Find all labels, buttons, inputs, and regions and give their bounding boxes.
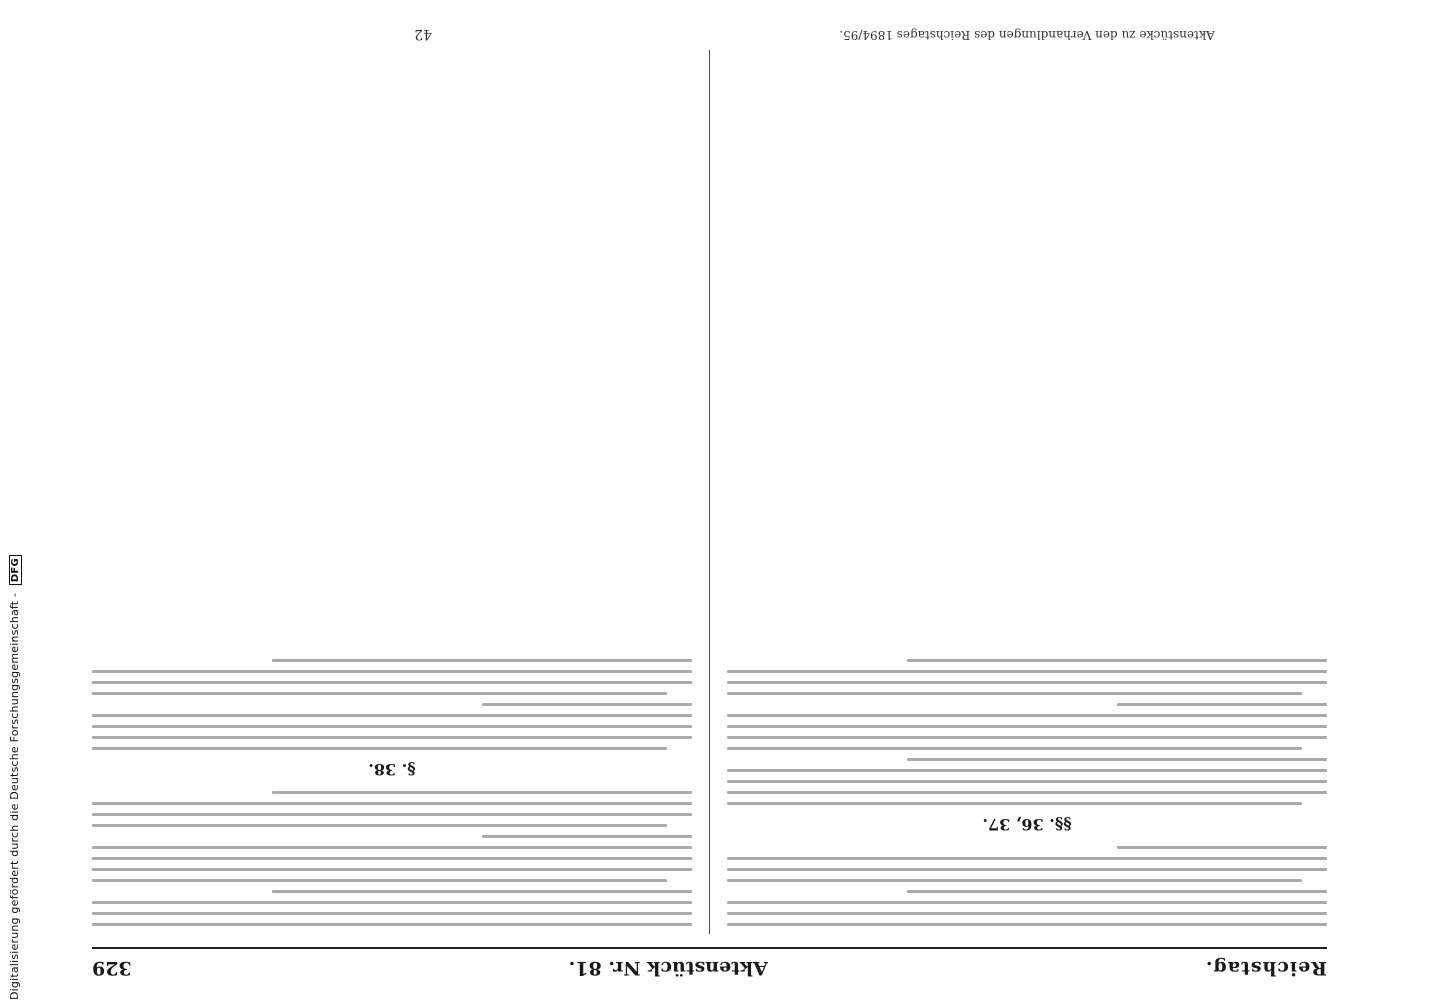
text-line [907, 890, 1327, 893]
digitization-credit-text: Digitalisierung gefördert durch die Deutsche Forschungsgemeinschaft - [8, 592, 21, 1000]
text-line [907, 659, 1327, 662]
digitization-credit [8, 0, 24, 1000]
header-left: Reichstag. [1204, 957, 1327, 979]
text-line [92, 901, 692, 904]
text-line [727, 857, 1327, 860]
text-line [92, 725, 692, 728]
text-line [482, 835, 692, 838]
footer-note: Aktenstücke zu den Verhandlungen des Reichstages 1894/95. [839, 28, 1215, 42]
text-line [92, 923, 692, 926]
text-line [272, 659, 692, 662]
text-line [272, 890, 692, 893]
text-line [727, 681, 1327, 684]
text-line [92, 868, 692, 871]
text-line [907, 758, 1327, 761]
text-line [92, 802, 692, 805]
text-line [727, 923, 1327, 926]
text-line [92, 714, 692, 717]
text-line [727, 670, 1327, 673]
text-line [727, 802, 1302, 805]
text-line [1117, 846, 1327, 849]
footer-page-marker: 42 [414, 26, 432, 42]
text-line [92, 824, 667, 827]
section-heading: §§. 36, 37. [982, 815, 1072, 834]
text-line [482, 703, 692, 706]
text-line [92, 692, 667, 695]
text-line [727, 901, 1327, 904]
text-line [92, 736, 692, 739]
text-line [92, 747, 667, 750]
text-line [727, 692, 1302, 695]
text-line [1117, 703, 1327, 706]
running-header [92, 947, 1327, 983]
dfg-logo-icon: DFG [9, 555, 22, 585]
section-heading: §. 38. [368, 760, 416, 779]
right-column [92, 50, 692, 934]
header-center: Aktenstück Nr. 81. [568, 957, 768, 979]
text-line [92, 670, 692, 673]
text-line [92, 912, 692, 915]
text-line [92, 681, 692, 684]
text-line [727, 780, 1327, 783]
column-rule [709, 50, 710, 934]
text-line [92, 846, 692, 849]
text-line [272, 791, 692, 794]
header-page-number: 329 [92, 957, 132, 979]
text-line [727, 736, 1327, 739]
left-column [727, 50, 1327, 934]
text-line [727, 791, 1327, 794]
text-line [727, 725, 1327, 728]
text-line [92, 857, 692, 860]
text-line [727, 868, 1327, 871]
text-line [727, 879, 1302, 882]
text-line [727, 769, 1327, 772]
text-line [727, 714, 1327, 717]
text-line [92, 879, 667, 882]
text-line [727, 912, 1327, 915]
text-line [92, 813, 692, 816]
text-line [727, 747, 1302, 750]
